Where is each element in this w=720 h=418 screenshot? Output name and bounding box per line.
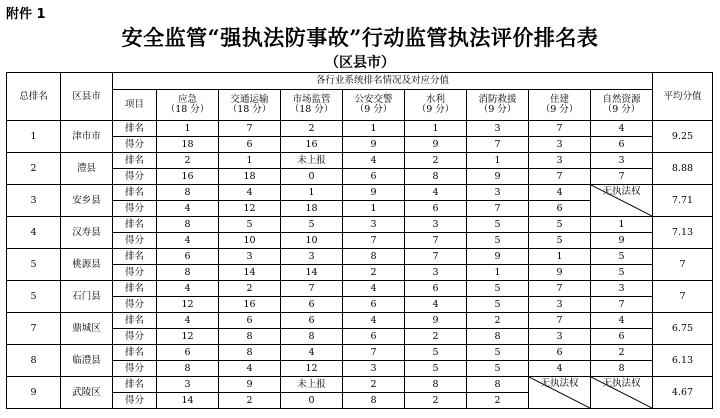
score-value: 16 (157, 169, 219, 185)
rank-value: 9 (467, 249, 529, 265)
category-name: 自然资源 (602, 94, 641, 106)
table-row (7, 281, 713, 297)
table-row (7, 297, 713, 313)
county-cell: 石门县 (61, 281, 113, 313)
rank-value: 7 (529, 281, 591, 297)
item-label-score: 得分 (113, 361, 157, 377)
score-value: 4 (157, 233, 219, 249)
rank-cell: 5 (7, 281, 61, 313)
category-name: 市场监管 (292, 94, 331, 106)
average-cell: 6.75 (653, 313, 713, 345)
rank-value: 3 (281, 249, 343, 265)
rank-value: 3 (343, 217, 405, 233)
rank-cell: 8 (7, 345, 61, 377)
table-row (7, 217, 713, 233)
item-label-rank: 排名 (113, 185, 157, 201)
item-label-score: 得分 (113, 201, 157, 217)
score-value: 4 (219, 361, 281, 377)
score-value: 14 (281, 265, 343, 281)
score-value: 2 (405, 329, 467, 345)
rank-value: 3 (467, 185, 529, 201)
score-value: 5 (467, 297, 529, 313)
score-value: 3 (405, 265, 467, 281)
county-cell: 武陵区 (61, 377, 113, 409)
rank-value: 3 (529, 153, 591, 169)
score-value: 3 (343, 361, 405, 377)
county-cell: 临澧县 (61, 345, 113, 377)
rank-value: 8 (343, 249, 405, 265)
score-value: 6 (529, 201, 591, 217)
score-value: 7 (591, 169, 653, 185)
header-category (281, 90, 343, 121)
rank-value: 9 (219, 377, 281, 393)
item-label-score: 得分 (113, 265, 157, 281)
rank-value: 3 (219, 249, 281, 265)
category-name: 水利 (425, 94, 445, 106)
rank-value: 5 (467, 281, 529, 297)
category-score: （9 分） (354, 104, 393, 115)
rank-cell: 9 (7, 377, 61, 409)
rank-value: 7 (343, 345, 405, 361)
category-score: （18 分） (165, 104, 210, 115)
score-value: 4 (157, 201, 219, 217)
rank-value: 8 (157, 185, 219, 201)
item-label-score: 得分 (113, 393, 157, 409)
average-cell: 8.88 (653, 153, 713, 185)
score-value: 8 (281, 329, 343, 345)
category-score: （9 分） (416, 104, 455, 115)
score-value: 3 (529, 137, 591, 153)
average-cell: 7.13 (653, 217, 713, 249)
rank-value: 5 (219, 217, 281, 233)
rank-value: 未上报 (281, 377, 343, 393)
rank-value: 8 (405, 377, 467, 393)
item-label-rank: 排名 (113, 313, 157, 329)
score-value: 16 (219, 297, 281, 313)
ranking-table (6, 72, 713, 409)
score-value: 0 (281, 393, 343, 409)
score-value: 12 (157, 329, 219, 345)
item-label-rank: 排名 (113, 121, 157, 137)
score-value: 14 (219, 265, 281, 281)
rank-value: 2 (281, 121, 343, 137)
category-name: 公安交警 (354, 94, 393, 106)
average-cell: 4.67 (653, 377, 713, 409)
score-value: 8 (467, 329, 529, 345)
category-name: 消防救援 (478, 94, 517, 106)
rank-value: 1 (219, 153, 281, 169)
average-cell: 7.71 (653, 185, 713, 217)
rank-value: 1 (467, 153, 529, 169)
rank-value: 2 (591, 345, 653, 361)
score-value: 6 (343, 169, 405, 185)
score-value: 3 (529, 297, 591, 313)
score-value: 6 (343, 329, 405, 345)
rank-value: 2 (219, 281, 281, 297)
score-value: 12 (157, 297, 219, 313)
county-cell: 桃源县 (61, 249, 113, 281)
rank-value: 4 (157, 281, 219, 297)
category-score: （18 分） (289, 104, 334, 115)
rank-value: 3 (591, 281, 653, 297)
header-rank: 总排名 (7, 73, 61, 121)
score-value: 5 (467, 233, 529, 249)
score-value: 4 (405, 297, 467, 313)
table-row (7, 377, 713, 393)
score-value: 6 (405, 201, 467, 217)
score-value: 16 (281, 137, 343, 153)
score-value: 8 (157, 265, 219, 281)
table-row (7, 153, 713, 169)
score-value: 7 (405, 233, 467, 249)
rank-value: 5 (467, 345, 529, 361)
score-value: 7 (467, 137, 529, 153)
score-value: 8 (343, 393, 405, 409)
rank-cell: 1 (7, 121, 61, 153)
rank-value: 4 (591, 313, 653, 329)
category-name: 住建 (549, 94, 569, 106)
score-value: 8 (219, 329, 281, 345)
rank-value: 7 (281, 281, 343, 297)
header-category (591, 90, 653, 121)
rank-value: 5 (405, 345, 467, 361)
score-value: 4 (529, 361, 591, 377)
rank-value: 1 (157, 121, 219, 137)
score-value: 14 (157, 393, 219, 409)
table-row (7, 169, 713, 185)
rank-value: 4 (591, 121, 653, 137)
score-value: 9 (405, 137, 467, 153)
score-value: 2 (467, 393, 529, 409)
score-value: 6 (219, 137, 281, 153)
rank-cell: 4 (7, 217, 61, 249)
rank-value: 2 (405, 153, 467, 169)
rank-value: 6 (157, 345, 219, 361)
table-row (7, 249, 713, 265)
score-value: 18 (281, 201, 343, 217)
category-name: 应急 (177, 94, 197, 106)
rank-value: 9 (405, 313, 467, 329)
rank-cell: 5 (7, 249, 61, 281)
score-value: 5 (405, 361, 467, 377)
rank-value: 5 (529, 217, 591, 233)
rank-value: 6 (529, 345, 591, 361)
table-row (7, 265, 713, 281)
score-value: 7 (529, 169, 591, 185)
rank-value: 7 (529, 121, 591, 137)
rank-value: 1 (405, 121, 467, 137)
page-subtitle: （区县市） (325, 55, 395, 71)
score-value: 18 (219, 169, 281, 185)
no-authority-cell (591, 185, 653, 217)
rank-value: 4 (343, 313, 405, 329)
rank-value: 8 (157, 217, 219, 233)
rank-cell: 3 (7, 185, 61, 217)
rank-value: 6 (219, 313, 281, 329)
rank-value: 4 (343, 153, 405, 169)
score-value: 6 (591, 137, 653, 153)
rank-value: 1 (529, 249, 591, 265)
rank-value: 4 (281, 345, 343, 361)
score-value: 9 (343, 137, 405, 153)
score-value: 12 (219, 201, 281, 217)
header-category (219, 90, 281, 121)
header-category (405, 90, 467, 121)
rank-value: 4 (405, 185, 467, 201)
table-row (7, 137, 713, 153)
item-label-score: 得分 (113, 169, 157, 185)
score-value: 7 (591, 297, 653, 313)
county-cell: 澧县 (61, 153, 113, 185)
header-average: 平均分值 (653, 73, 713, 121)
item-label-rank: 排名 (113, 281, 157, 297)
score-value: 8 (157, 361, 219, 377)
score-value: 8 (405, 169, 467, 185)
score-value: 0 (281, 169, 343, 185)
table-row (7, 329, 713, 345)
rank-value: 3 (405, 217, 467, 233)
rank-value: 4 (343, 281, 405, 297)
item-label-score: 得分 (113, 329, 157, 345)
score-value: 1 (467, 265, 529, 281)
header-item: 项目 (113, 90, 157, 121)
score-value: 6 (281, 297, 343, 313)
county-cell: 鼎城区 (61, 313, 113, 345)
rank-value: 5 (467, 217, 529, 233)
rank-value: 2 (467, 313, 529, 329)
table-row (7, 361, 713, 377)
header-group: 各行业系统排名情况及对应分值 (113, 73, 653, 90)
rank-value: 3 (591, 153, 653, 169)
score-value: 9 (467, 169, 529, 185)
score-value: 2 (219, 393, 281, 409)
no-authority-cell (591, 377, 653, 409)
rank-value: 未上报 (281, 153, 343, 169)
rank-value: 5 (281, 217, 343, 233)
item-label-rank: 排名 (113, 153, 157, 169)
rank-value: 7 (405, 249, 467, 265)
score-value: 9 (529, 265, 591, 281)
score-value: 3 (529, 329, 591, 345)
rank-value: 1 (343, 121, 405, 137)
table-row (7, 185, 713, 201)
score-value: 2 (405, 393, 467, 409)
average-cell: 9.25 (653, 121, 713, 153)
rank-value: 3 (157, 377, 219, 393)
table-row (7, 313, 713, 329)
score-value: 6 (343, 297, 405, 313)
rank-value: 2 (157, 153, 219, 169)
rank-value: 7 (219, 121, 281, 137)
item-label-rank: 排名 (113, 345, 157, 361)
page-title: 安全监管“强执法防事故”行动监管执法评价排名表 (121, 25, 599, 50)
item-label-rank: 排名 (113, 217, 157, 233)
rank-value: 4 (529, 185, 591, 201)
item-label-score: 得分 (113, 233, 157, 249)
score-value: 2 (343, 265, 405, 281)
average-cell: 6.13 (653, 345, 713, 377)
rank-value: 1 (591, 217, 653, 233)
score-value: 7 (343, 233, 405, 249)
score-value: 10 (219, 233, 281, 249)
rank-cell: 2 (7, 153, 61, 185)
rank-value: 无执法权 (540, 378, 579, 389)
score-value: 7 (467, 201, 529, 217)
item-label-score: 得分 (113, 137, 157, 153)
rank-value: 7 (529, 313, 591, 329)
average-cell: 7 (653, 249, 713, 281)
rank-value: 8 (219, 345, 281, 361)
table-row (7, 345, 713, 361)
header-category (343, 90, 405, 121)
average-cell: 7 (653, 281, 713, 313)
rank-value: 8 (467, 377, 529, 393)
score-value: 6 (591, 329, 653, 345)
score-value: 1 (343, 201, 405, 217)
category-score: （18 分） (227, 104, 272, 115)
rank-cell: 7 (7, 313, 61, 345)
score-value: 5 (529, 233, 591, 249)
attachment-label: 附件 1 (6, 7, 46, 22)
rank-value: 3 (467, 121, 529, 137)
score-value: 18 (157, 137, 219, 153)
header-category (529, 90, 591, 121)
score-value: 8 (591, 361, 653, 377)
rank-value: 6 (405, 281, 467, 297)
category-name: 交通运输 (230, 94, 269, 106)
category-score: （9 分） (540, 104, 579, 115)
header-category (157, 90, 219, 121)
table-row (7, 121, 713, 137)
rank-value: 4 (157, 313, 219, 329)
rank-value: 4 (219, 185, 281, 201)
table-row (7, 233, 713, 249)
score-value: 5 (467, 361, 529, 377)
category-score: （9 分） (602, 104, 641, 115)
rank-value: 无执法权 (602, 378, 641, 389)
header-category (467, 90, 529, 121)
header-county: 区县市 (61, 73, 113, 121)
county-cell: 安乡县 (61, 185, 113, 217)
score-value: 10 (281, 233, 343, 249)
rank-value: 5 (591, 249, 653, 265)
rank-value: 6 (157, 249, 219, 265)
county-cell: 汉寿县 (61, 217, 113, 249)
rank-value: 1 (281, 185, 343, 201)
no-authority-cell (529, 377, 591, 409)
rank-value: 2 (343, 377, 405, 393)
category-score: （9 分） (478, 104, 517, 115)
item-label-score: 得分 (113, 297, 157, 313)
rank-value: 9 (343, 185, 405, 201)
item-label-rank: 排名 (113, 377, 157, 393)
score-value: 12 (281, 361, 343, 377)
score-value: 9 (591, 233, 653, 249)
rank-value: 6 (281, 313, 343, 329)
score-value: 5 (591, 265, 653, 281)
county-cell: 津市市 (61, 121, 113, 153)
item-label-rank: 排名 (113, 249, 157, 265)
rank-value: 无执法权 (602, 186, 641, 197)
